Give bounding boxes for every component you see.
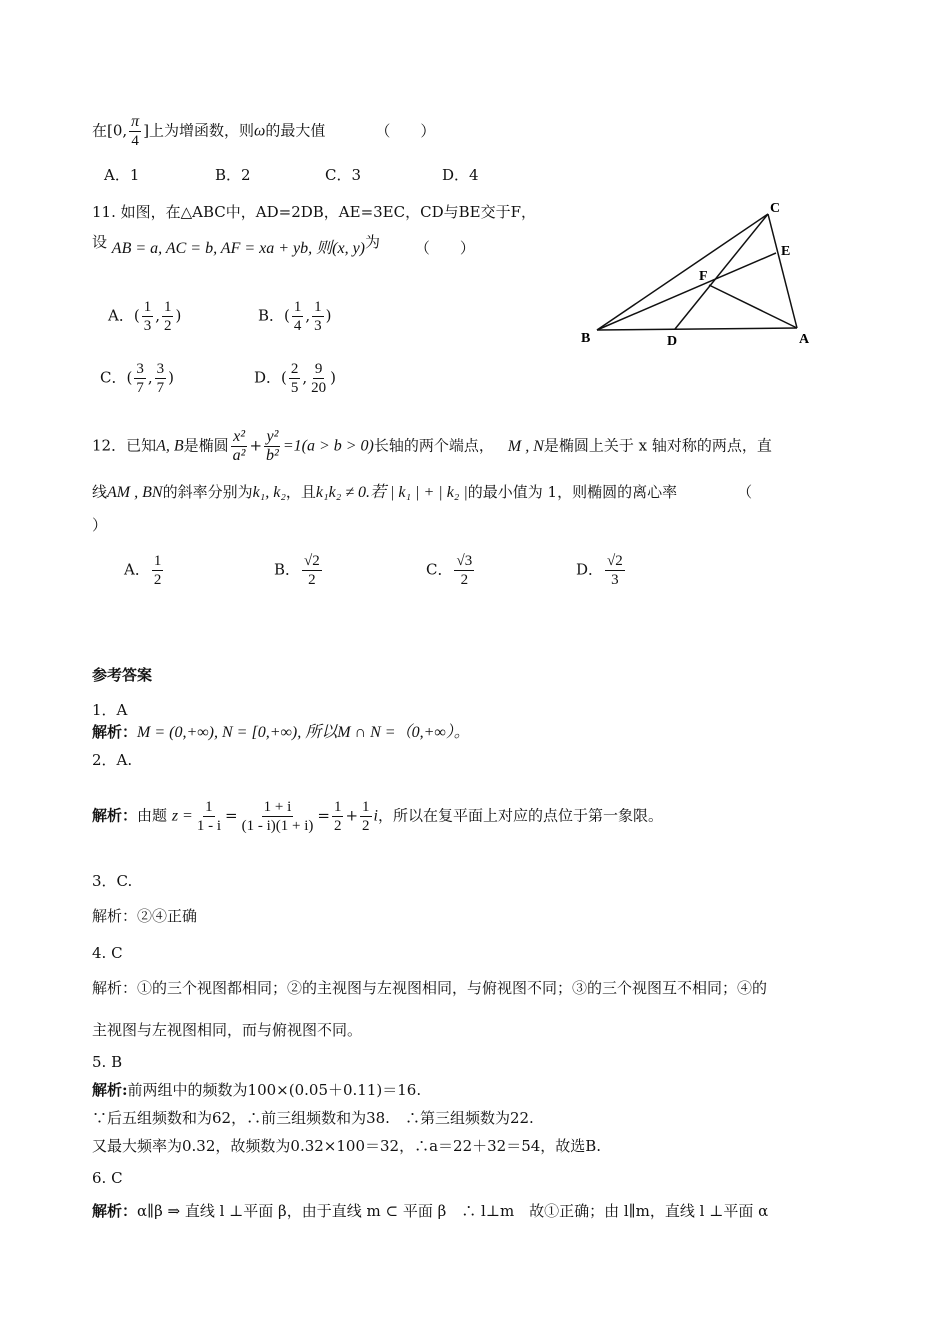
q12-option-c: C． $\frac{√3}{2}$: [426, 553, 473, 588]
q10-option-a: A．1: [104, 166, 140, 184]
q12-option-d: D． $\frac{√2}{3}$: [576, 553, 623, 588]
segment-cd: [675, 214, 768, 329]
answer-3-explanation: 解析：②④正确: [92, 907, 198, 925]
label-f: F: [699, 269, 708, 284]
label-e: E: [781, 244, 791, 259]
q10-option-b: B．2: [215, 166, 251, 184]
answer-5-explanation-2: ∵后五组频数和为62，∴前三组频数和为38. ∴第三组频数为22.: [92, 1109, 534, 1127]
answer-6: 6. C: [92, 1169, 123, 1187]
answer-5-explanation-1: 解析:前两组中的频数为100×(0.05＋0.11)＝16.: [92, 1081, 422, 1099]
q10-option-c: C．3: [325, 166, 362, 184]
answer-1-explanation: 解析：M = (0,+∞), N = [0,+∞), 所以M ∩ N =（0,+∞）。: [92, 723, 470, 741]
q11-option-b: B．( $\frac{1}{4}$ , $\frac{1}{3}$ ): [258, 299, 332, 334]
q12-option-b: B． $\frac{√2}{2}$: [274, 553, 320, 588]
answer-4: 4. C: [92, 944, 123, 962]
answer-5-explanation-3: 又最大频率为0.32，故频数为0.32×100＝32，∴a＝22＋32＝54，故选B.: [92, 1137, 602, 1155]
side-ca: [768, 214, 797, 328]
answer-2-explanation: 解析：由题 z = $\frac{1}{1 - i}$ = $\frac{1 + i}{(1 - i)(1 + i)}$ = $\frac{1}{2}$ + $\frac{1}{2}$ i，所以在复平面上对应的点位于第一象限。: [92, 799, 663, 834]
label-a: A: [799, 332, 810, 347]
answer-2: 2．A.: [92, 751, 133, 769]
label-c: C: [770, 201, 781, 216]
q12-paren-close: ）: [92, 516, 108, 534]
label-b: B: [581, 331, 591, 346]
q11-stem: 11. 如图，在△ABC中，AD=2DB，AE=3EC，CD与BE交于F，: [92, 203, 536, 221]
answer-4-explanation-2: 主视图与左视图相同，而与俯视图不同。: [92, 1021, 363, 1039]
q10-stem: 在[0, $\frac{\pi}{4}$ ]上为增函数，则ω的最大值 （ ）: [92, 113, 436, 149]
q11-option-c: C．( $\frac{3}{7}$ , $\frac{3}{7}$ ): [100, 361, 174, 396]
pi-over-four: $\frac{\pi}{4}$: [131, 113, 140, 149]
q11-formula-line: 设 AB = a, AC = b, AF = xa + yb, 则(x, y)为 （ ）: [92, 233, 475, 257]
answer-3: 3．C.: [92, 872, 133, 890]
side-ba: [597, 328, 797, 330]
q11-option-d: D．( $\frac{2}{5}$ , $\frac{9}{20}$ ): [254, 361, 337, 396]
label-d: D: [667, 334, 678, 349]
segment-be: [597, 253, 776, 330]
answer-4-explanation-1: 解析：①的三个视图都相同；②的主视图与左视图相同，与俯视图不同；③的三个视图互不相同；④的: [92, 979, 768, 997]
q12-option-a: A． $\frac{1}{2}$: [124, 553, 162, 588]
side-bc: [597, 214, 768, 330]
q11-option-a: A．( $\frac{1}{3}$ , $\frac{1}{2}$ ): [108, 299, 182, 334]
answers-heading: 参考答案: [92, 666, 153, 684]
q12-stem-line2: 线AM , BN的斜率分别为k₁, k₂，且k₁k₂ ≠ 0.若 | k₁ | + | k₂ |的最小值为 1，则椭圆的离心率 （: [92, 483, 753, 501]
segment-af: [709, 285, 797, 328]
answer-6-explanation: 解析：α∥β ⇒ 直线 l ⊥平面 β，由于直线 m ⊂ 平面 β ∴ l⊥m 故①正确；由 l∥m，直线 l ⊥平面 α: [92, 1202, 769, 1220]
q10-option-d: D．4: [442, 166, 479, 184]
answer-1: 1．A: [92, 701, 128, 719]
answer-5: 5. B: [92, 1053, 123, 1071]
q12-stem-line1: 12．已知A, B是椭圆 $\frac{\text{x²}}{\text{a²}}$ + $\frac{\text{y²}}{\text{b²}}$ =1(a > b > 0)长轴的两个端点， M , N是椭圆上关于 x 轴对称的两点，直: [92, 428, 772, 464]
triangle-figure: [575, 200, 815, 360]
